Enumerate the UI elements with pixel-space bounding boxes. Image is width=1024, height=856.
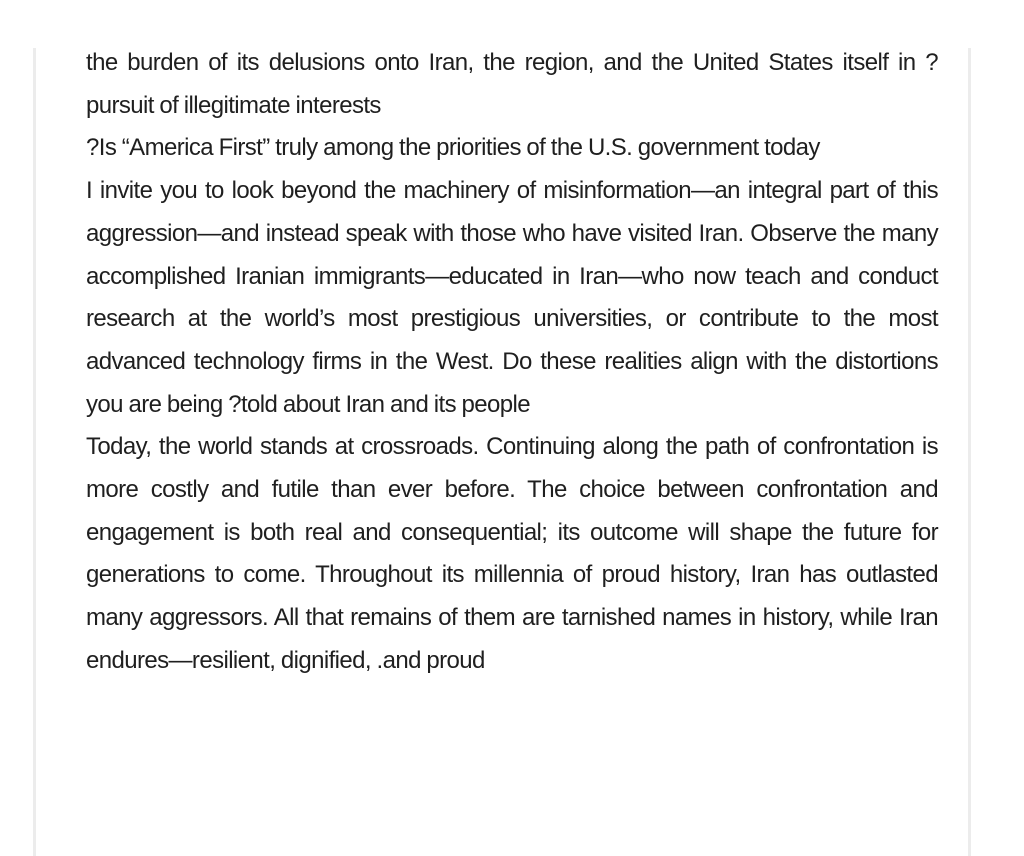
article-body — [86, 42, 938, 683]
right-margin-line — [968, 48, 971, 856]
paragraph-3: I invite you to look beyond the machinery of misinformation—an integral part of this aggression—and instead speak with those who have visited Iran. Observe the many accomplished Iranian immigrants—educated in Iran—who now teach and conduct research at the world’s most prestigious universities, or contribute to the most advanced technology firms in the West. Do these realities align with the distortions you are being ?told about Iran and its people — [86, 177, 938, 418]
paragraph-2: ?Is “America First” truly among the priorities of the U.S. government today — [86, 134, 820, 162]
left-margin-line — [33, 48, 36, 856]
paragraph-1: the burden of its delusions onto Iran, the region, and the United States itself in ?pursuit of illegitimate interests — [86, 49, 938, 119]
paragraph-4: Today, the world stands at crossroads. Continuing along the path of confrontation is more costly and futile than ever before. The choice between confrontation and engagement is both real and consequential; its outcome will shape the future for generations to come. Throughout its millennia of proud history, Iran has outlasted many aggressors. All that remains of them are tarnished names in history, while Iran endures—resilient, dignified, .and proud — [86, 433, 938, 674]
